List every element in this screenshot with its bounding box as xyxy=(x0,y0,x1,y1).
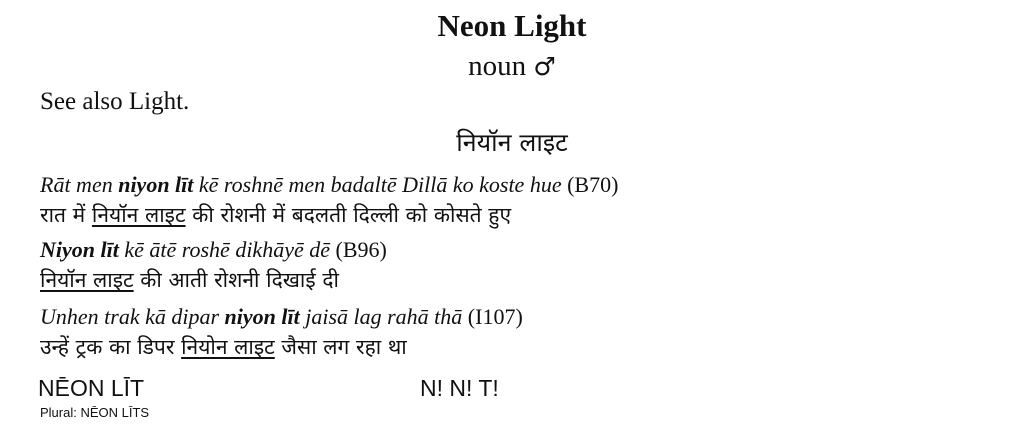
entry-title: Neon Light xyxy=(437,8,587,43)
example-2-translit-suffix: kē ātē roshē dikhāyē dē xyxy=(118,237,330,262)
example-3-hindi xyxy=(40,333,407,361)
example-1-source: (B70) xyxy=(567,172,619,197)
hindi-headword: नियॉन लाइट xyxy=(456,128,568,157)
example-3-translit-suffix: jaisā lag rahā thā xyxy=(299,304,463,329)
example-2-hindi xyxy=(40,266,339,294)
see-also-reference: See also Light. xyxy=(40,88,190,115)
example-2-hindi-suffix: की आती रोशनी दिखाई दी xyxy=(133,268,339,292)
example-1-transliteration xyxy=(40,172,618,198)
example-2-source: (B96) xyxy=(335,237,387,262)
example-1-hindi xyxy=(40,201,511,229)
example-1-translit-suffix: kē roshnē men badaltē Dillā ko koste hue xyxy=(193,172,562,197)
example-1-hindi-suffix: की रोशनी में बदलती दिल्ली को कोसते हुए xyxy=(185,203,512,227)
example-3-transliteration xyxy=(40,304,523,330)
example-1-hindi-prefix: रात में xyxy=(40,203,92,227)
example-3-hindi-prefix: उन्हें ट्रक का डिपर xyxy=(40,335,182,359)
part-of-speech-line xyxy=(0,50,1024,83)
example-3-hindi-headword: नियोन लाइट xyxy=(181,335,275,359)
example-2-hindi-headword: नियॉन लाइट xyxy=(40,268,134,292)
example-1-translit-headword: niyon līt xyxy=(118,172,194,197)
example-3-translit-headword: niyon līt xyxy=(224,304,300,329)
masculine-gender-icon: ♂ xyxy=(533,52,556,81)
example-2-translit-headword: Niyon līt xyxy=(40,237,119,262)
pronunciation-code: N! N! T! xyxy=(420,375,499,401)
example-2-transliteration xyxy=(40,237,387,263)
part-of-speech: noun xyxy=(468,50,527,82)
example-1-hindi-headword: नियॉन लाइट xyxy=(91,203,186,227)
example-3-hindi-suffix: जैसा लग रहा था xyxy=(274,335,407,359)
plural-form: Plural: NĒON LĪTS xyxy=(40,405,150,420)
example-3-source: (I107) xyxy=(467,304,523,329)
pronunciation-respelling: NĒON LĪT xyxy=(38,375,145,401)
example-1-translit-prefix: Rāt men xyxy=(40,172,119,197)
example-3-translit-prefix: Unhen trak kā dipar xyxy=(40,304,225,329)
